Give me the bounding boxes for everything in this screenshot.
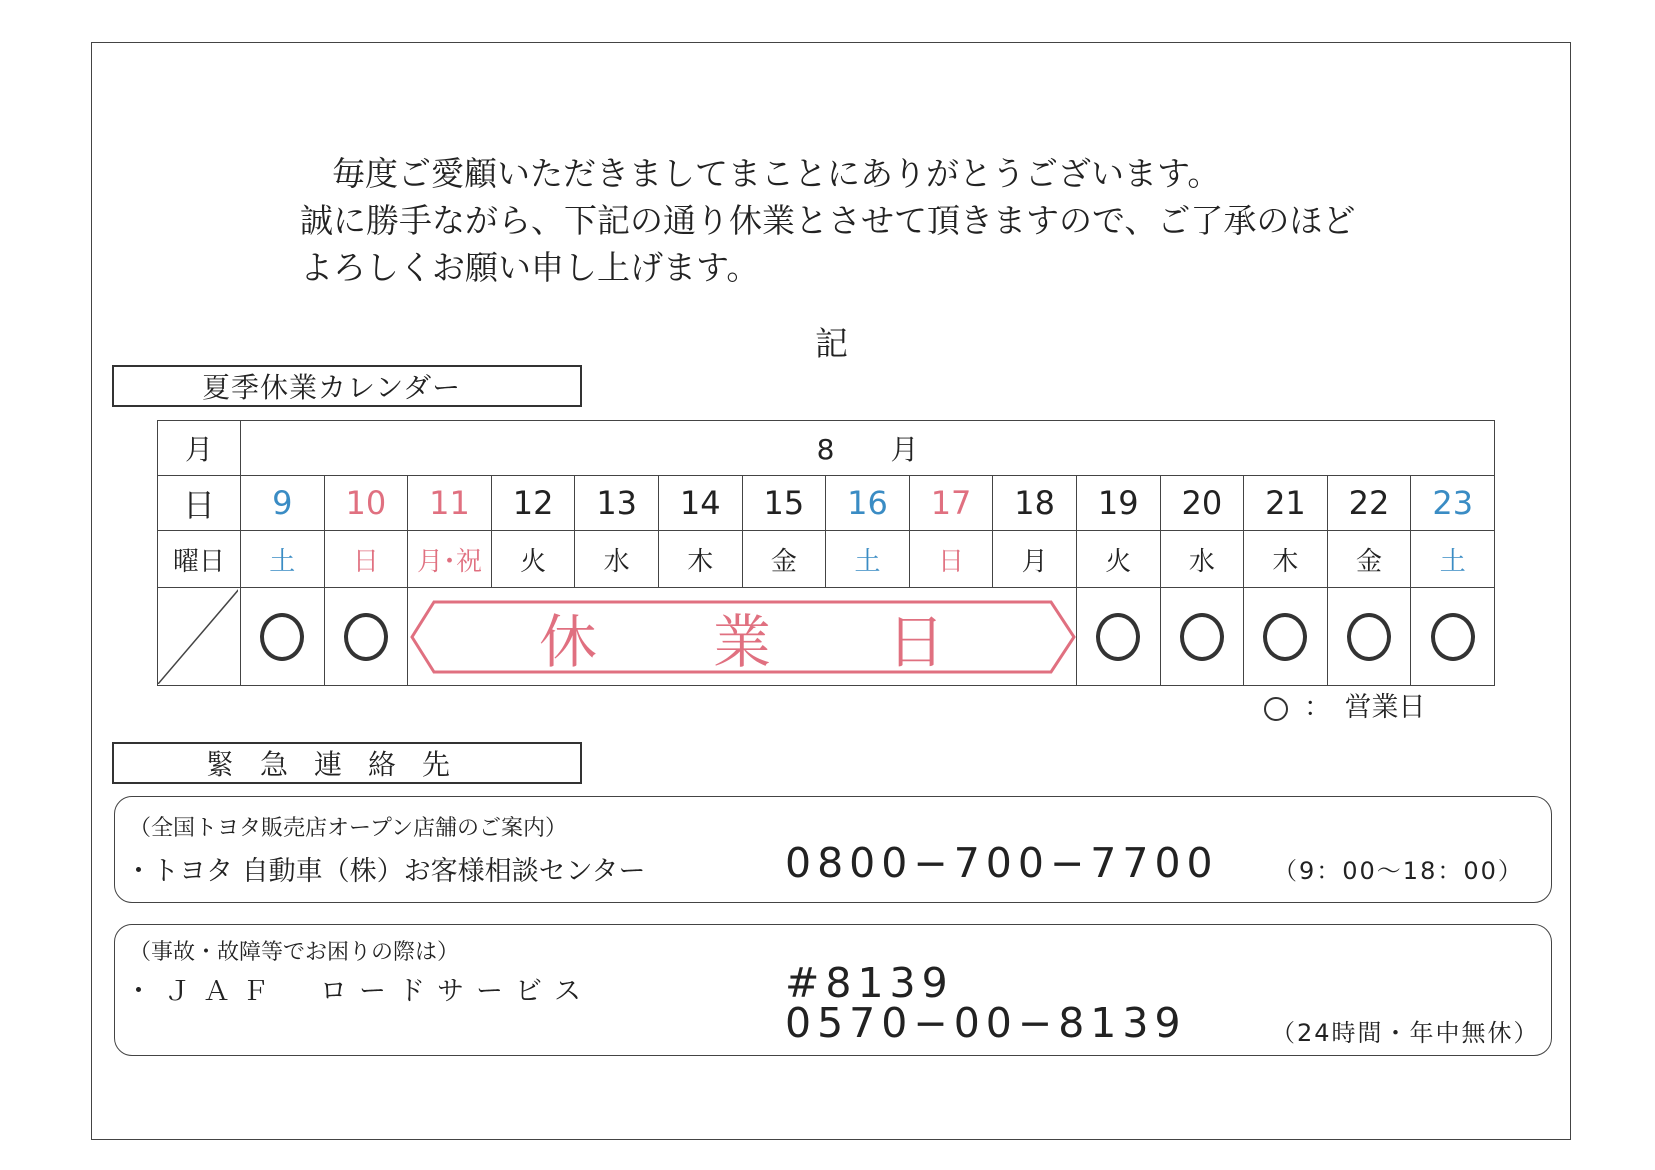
jaf-short-number: #8139 [785, 959, 954, 1007]
day-cell: 19 [1076, 476, 1160, 531]
day-cell: 20 [1160, 476, 1244, 531]
toyota-contact-box [114, 796, 1552, 903]
jaf-note: （事故・故障等でお困りの際は） [129, 940, 460, 965]
month-value-cell: 8 月 [241, 421, 1495, 476]
day-cell: 13 [575, 476, 659, 531]
open-day-cell [1327, 588, 1411, 686]
ki-heading: 記 [815, 324, 848, 363]
toyota-phone: 0800−700−7700 [785, 839, 1219, 887]
status-row [158, 588, 1495, 686]
holiday-label: 休 業 日 [539, 607, 946, 676]
diagonal-slash-cell [158, 588, 241, 686]
weekday-cell: 土 [241, 531, 325, 588]
day-cell: 18 [993, 476, 1077, 531]
greeting-line-3: よろしくお願い申し上げます。 [300, 248, 760, 287]
day-header-cell: 日 [158, 476, 241, 531]
weekday-header-cell: 曜日 [158, 531, 241, 588]
jaf-contact-box [114, 924, 1552, 1056]
toyota-hours: （9：00〜18：00） [1273, 857, 1524, 885]
greeting-line-2: 誠に勝手ながら、下記の通り休業とさせて頂きますので、ご了承のほど [300, 201, 1356, 240]
day-cell: 9 [241, 476, 325, 531]
diagonal-slash-icon [158, 588, 238, 684]
day-cell: 15 [742, 476, 826, 531]
day-cell: 10 [324, 476, 408, 531]
legend [1264, 685, 1426, 724]
open-circle-icon [1263, 613, 1307, 661]
open-circle-icon [344, 613, 388, 661]
open-circle-icon [1264, 697, 1288, 721]
holiday-calendar-table [157, 420, 1495, 686]
weekday-cell: 金 [1327, 531, 1411, 588]
day-cell: 22 [1327, 476, 1411, 531]
weekday-cell: 日 [909, 531, 993, 588]
weekday-cell: 水 [1160, 531, 1244, 588]
open-circle-icon [260, 613, 304, 661]
holiday-range-cell [408, 588, 1077, 686]
day-cell: 17 [909, 476, 993, 531]
greeting-text [300, 150, 1355, 291]
weekday-row [158, 531, 1495, 588]
emergency-title: 緊急連絡先 [112, 742, 582, 784]
day-cell: 23 [1411, 476, 1495, 531]
weekday-cell: 日 [324, 531, 408, 588]
weekday-cell: 火 [1076, 531, 1160, 588]
weekday-cell: 土 [826, 531, 910, 588]
jaf-phone: 0570−00−8139 [785, 999, 1187, 1047]
weekday-cell: 月 [993, 531, 1077, 588]
toyota-center-name: ・トヨタ 自動車（株）お客様相談センター [125, 856, 646, 887]
open-day-cell [324, 588, 408, 686]
calendar-title: 夏季休業カレンダー [112, 365, 582, 407]
open-circle-icon [1096, 613, 1140, 661]
open-day-cell [1244, 588, 1328, 686]
open-day-cell [1076, 588, 1160, 686]
weekday-cell: 水 [575, 531, 659, 588]
month-row [158, 421, 1495, 476]
weekday-cell: 月･祝 [408, 531, 492, 588]
weekday-cell: 土 [1411, 531, 1495, 588]
jaf-service-name: ・ＪＡＦ ロードサービス [125, 976, 593, 1007]
open-day-cell [1160, 588, 1244, 686]
day-row [158, 476, 1495, 531]
greeting-line-1: 毎度ご愛顧いただきましてまことにありがとうございます。 [332, 154, 1221, 193]
open-circle-icon [1180, 613, 1224, 661]
day-cell: 16 [826, 476, 910, 531]
month-header-cell: 月 [158, 421, 241, 476]
open-day-cell [1411, 588, 1495, 686]
weekday-cell: 金 [742, 531, 826, 588]
weekday-cell: 火 [491, 531, 575, 588]
toyota-note: （全国トヨタ販売店オープン店舗のご案内） [129, 816, 568, 841]
weekday-cell: 木 [658, 531, 742, 588]
open-day-cell [241, 588, 325, 686]
open-circle-icon [1347, 613, 1391, 661]
legend-label: ： 営業日 [1304, 692, 1426, 723]
day-cell: 12 [491, 476, 575, 531]
weekday-cell: 木 [1244, 531, 1328, 588]
day-cell: 21 [1244, 476, 1328, 531]
jaf-hours: （24時間・年中無休） [1271, 1019, 1540, 1047]
day-cell: 14 [658, 476, 742, 531]
day-cell: 11 [408, 476, 492, 531]
open-circle-icon [1431, 613, 1475, 661]
